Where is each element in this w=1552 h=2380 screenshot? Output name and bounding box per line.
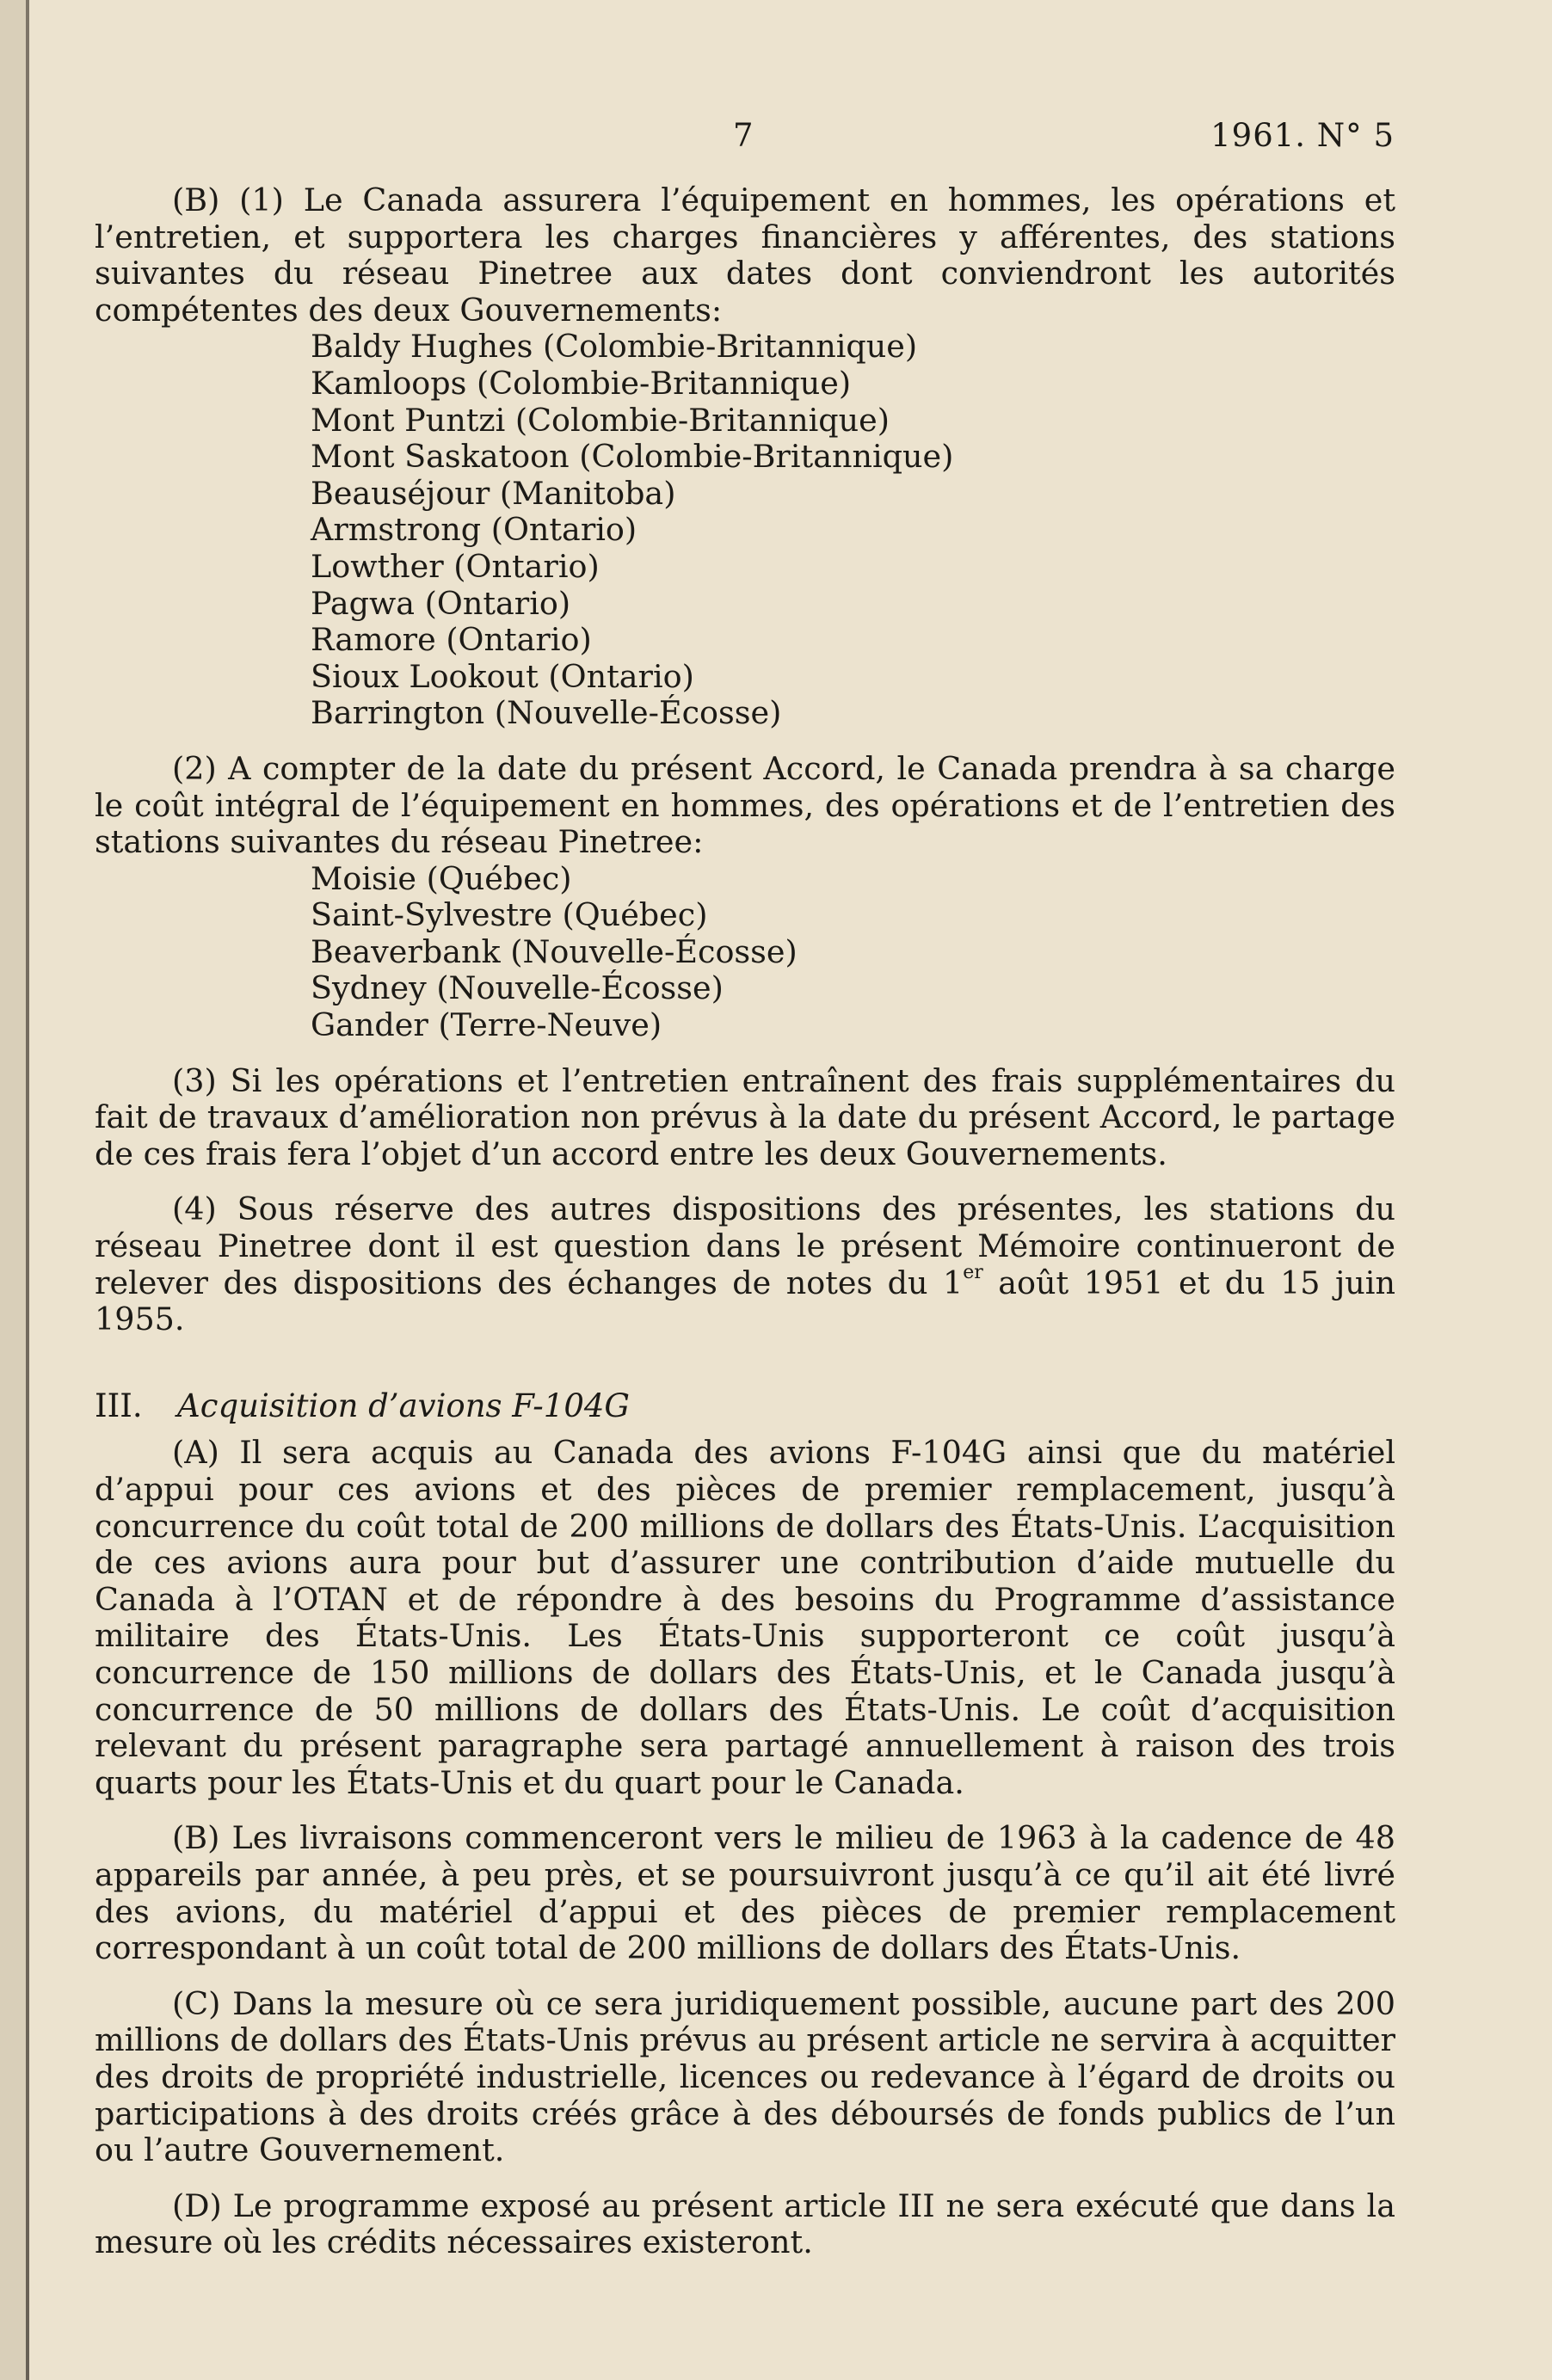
ordinal-superscript: er [963, 1262, 983, 1284]
station-list-1 [95, 329, 1395, 732]
station-item: Ramore (Ontario) [311, 621, 592, 659]
station-item: Mont Puntzi (Colombie-Britannique) [311, 401, 890, 439]
paragraph-b2: (2) A compter de la date du présent Accord, le Canada prendra à sa charge le coût intégral de l’équipement en hommes, des opérations et de l’entretien des stations suivantes du réseau Pinetree: [95, 749, 1395, 861]
station-item: Sioux Lookout (Ontario) [311, 657, 694, 695]
paragraph-b4-text: (4) Sous réserve des autres dispositions des présentes, les stations du réseau Pinetree dont il est question dans le présent Mémoire continueront de relever des dispositions des échanges de notes du 1 [95, 1190, 1395, 1301]
station-item: Mont Saskatoon (Colombie-Britannique) [311, 438, 954, 476]
station-item: Barrington (Nouvelle-Écosse) [311, 694, 782, 732]
station-item: Armstrong (Ontario) [311, 511, 637, 549]
station-item: Gander (Terre-Neuve) [311, 1006, 662, 1044]
station-list-2 [95, 861, 1395, 1044]
paragraph-b4-text-end: août 1951 et du 15 juin 1955. [95, 1264, 1395, 1338]
document-body [95, 182, 1395, 2261]
section-number: III. [95, 1387, 143, 1424]
station-item: Saint-Sylvestre (Québec) [311, 896, 708, 934]
paragraph-b1: (B) (1) Le Canada assurera l’équipement en hommes, les opérations et l’entretien, et supportera les charges financières y afférentes, des stations suivantes du réseau Pinetree aux dates dont conviendront les autorités compétentes des deux Gouvernements: [95, 181, 1395, 329]
paragraph-b4 [95, 1191, 1395, 1338]
section-heading [95, 1388, 1395, 1425]
station-item: Baldy Hughes (Colombie-Britannique) [311, 328, 918, 366]
page-margin-shade [0, 0, 26, 2380]
station-item: Pagwa (Ontario) [311, 584, 571, 622]
page-number: 7 [733, 117, 754, 154]
station-item: Beaverbank (Nouvelle-Écosse) [311, 932, 798, 970]
station-item: Kamloops (Colombie-Britannique) [311, 364, 852, 402]
section-title: Acquisition d’avions F-104G [177, 1387, 630, 1424]
page-header [0, 112, 1552, 163]
station-item: Moisie (Québec) [311, 859, 572, 897]
page-edge-line [26, 0, 29, 2380]
paragraph-iii-c: (C) Dans la mesure où ce sera juridiquement possible, aucune part des 200 millions de dollars des États-Unis prévus au présent article ne servira à acquitter des droits de propriété industrielle, licences ou redevance à l’égard de droits ou participations à des droits créés grâce à des déboursés de fonds publics de l’un ou l’autre Gouvernement. [95, 1984, 1395, 2169]
station-item: Beauséjour (Manitoba) [311, 474, 676, 512]
station-item: Sydney (Nouvelle-Écosse) [311, 969, 724, 1007]
document-reference: 1961. N° 5 [1210, 117, 1395, 154]
paragraph-iii-b: (B) Les livraisons commenceront vers le milieu de 1963 à la cadence de 48 appareils par année, à peu près, et se poursuivront jusqu’à ce qu’il ait été livré des avions, du matériel d’appui et des pièces de premier remplacement correspondant à un coût total de 200 millions de dollars des États-Unis. [95, 1819, 1395, 1967]
paragraph-iii-a: (A) Il sera acquis au Canada des avions F-104G ainsi que du matériel d’appui pour ces avions et des pièces de premier remplacement, jusqu’à concurrence du coût total de 200 millions de dollars des États-Unis. L’acquisition de ces avions aura pour but d’assurer une contribution d’aide mutuelle du Canada à l’OTAN et de répondre à des besoins du Programme d’assistance militaire des États-Unis. Les États-Unis supporteront ce coût jusqu’à concurrence de 150 millions de dollars des États-Unis, et le Canada jusqu’à concurrence de 50 millions de dollars des États-Unis. Le coût d’acquisition relevant du présent paragraphe sera partagé annuellement à raison des trois quarts pour les États-Unis et du quart pour le Canada. [95, 1434, 1395, 1801]
paragraph-b3: (3) Si les opérations et l’entretien entraînent des frais supplémentaires du fait de travaux d’amélioration non prévus à la date du présent Accord, le partage de ces frais fera l’objet d’un accord entre les deux Gouvernements. [95, 1061, 1395, 1172]
paragraph-iii-d: (D) Le programme exposé au présent article III ne sera exécuté que dans la mesure où les crédits nécessaires existeront. [95, 2186, 1395, 2261]
station-item: Lowther (Ontario) [311, 547, 600, 585]
